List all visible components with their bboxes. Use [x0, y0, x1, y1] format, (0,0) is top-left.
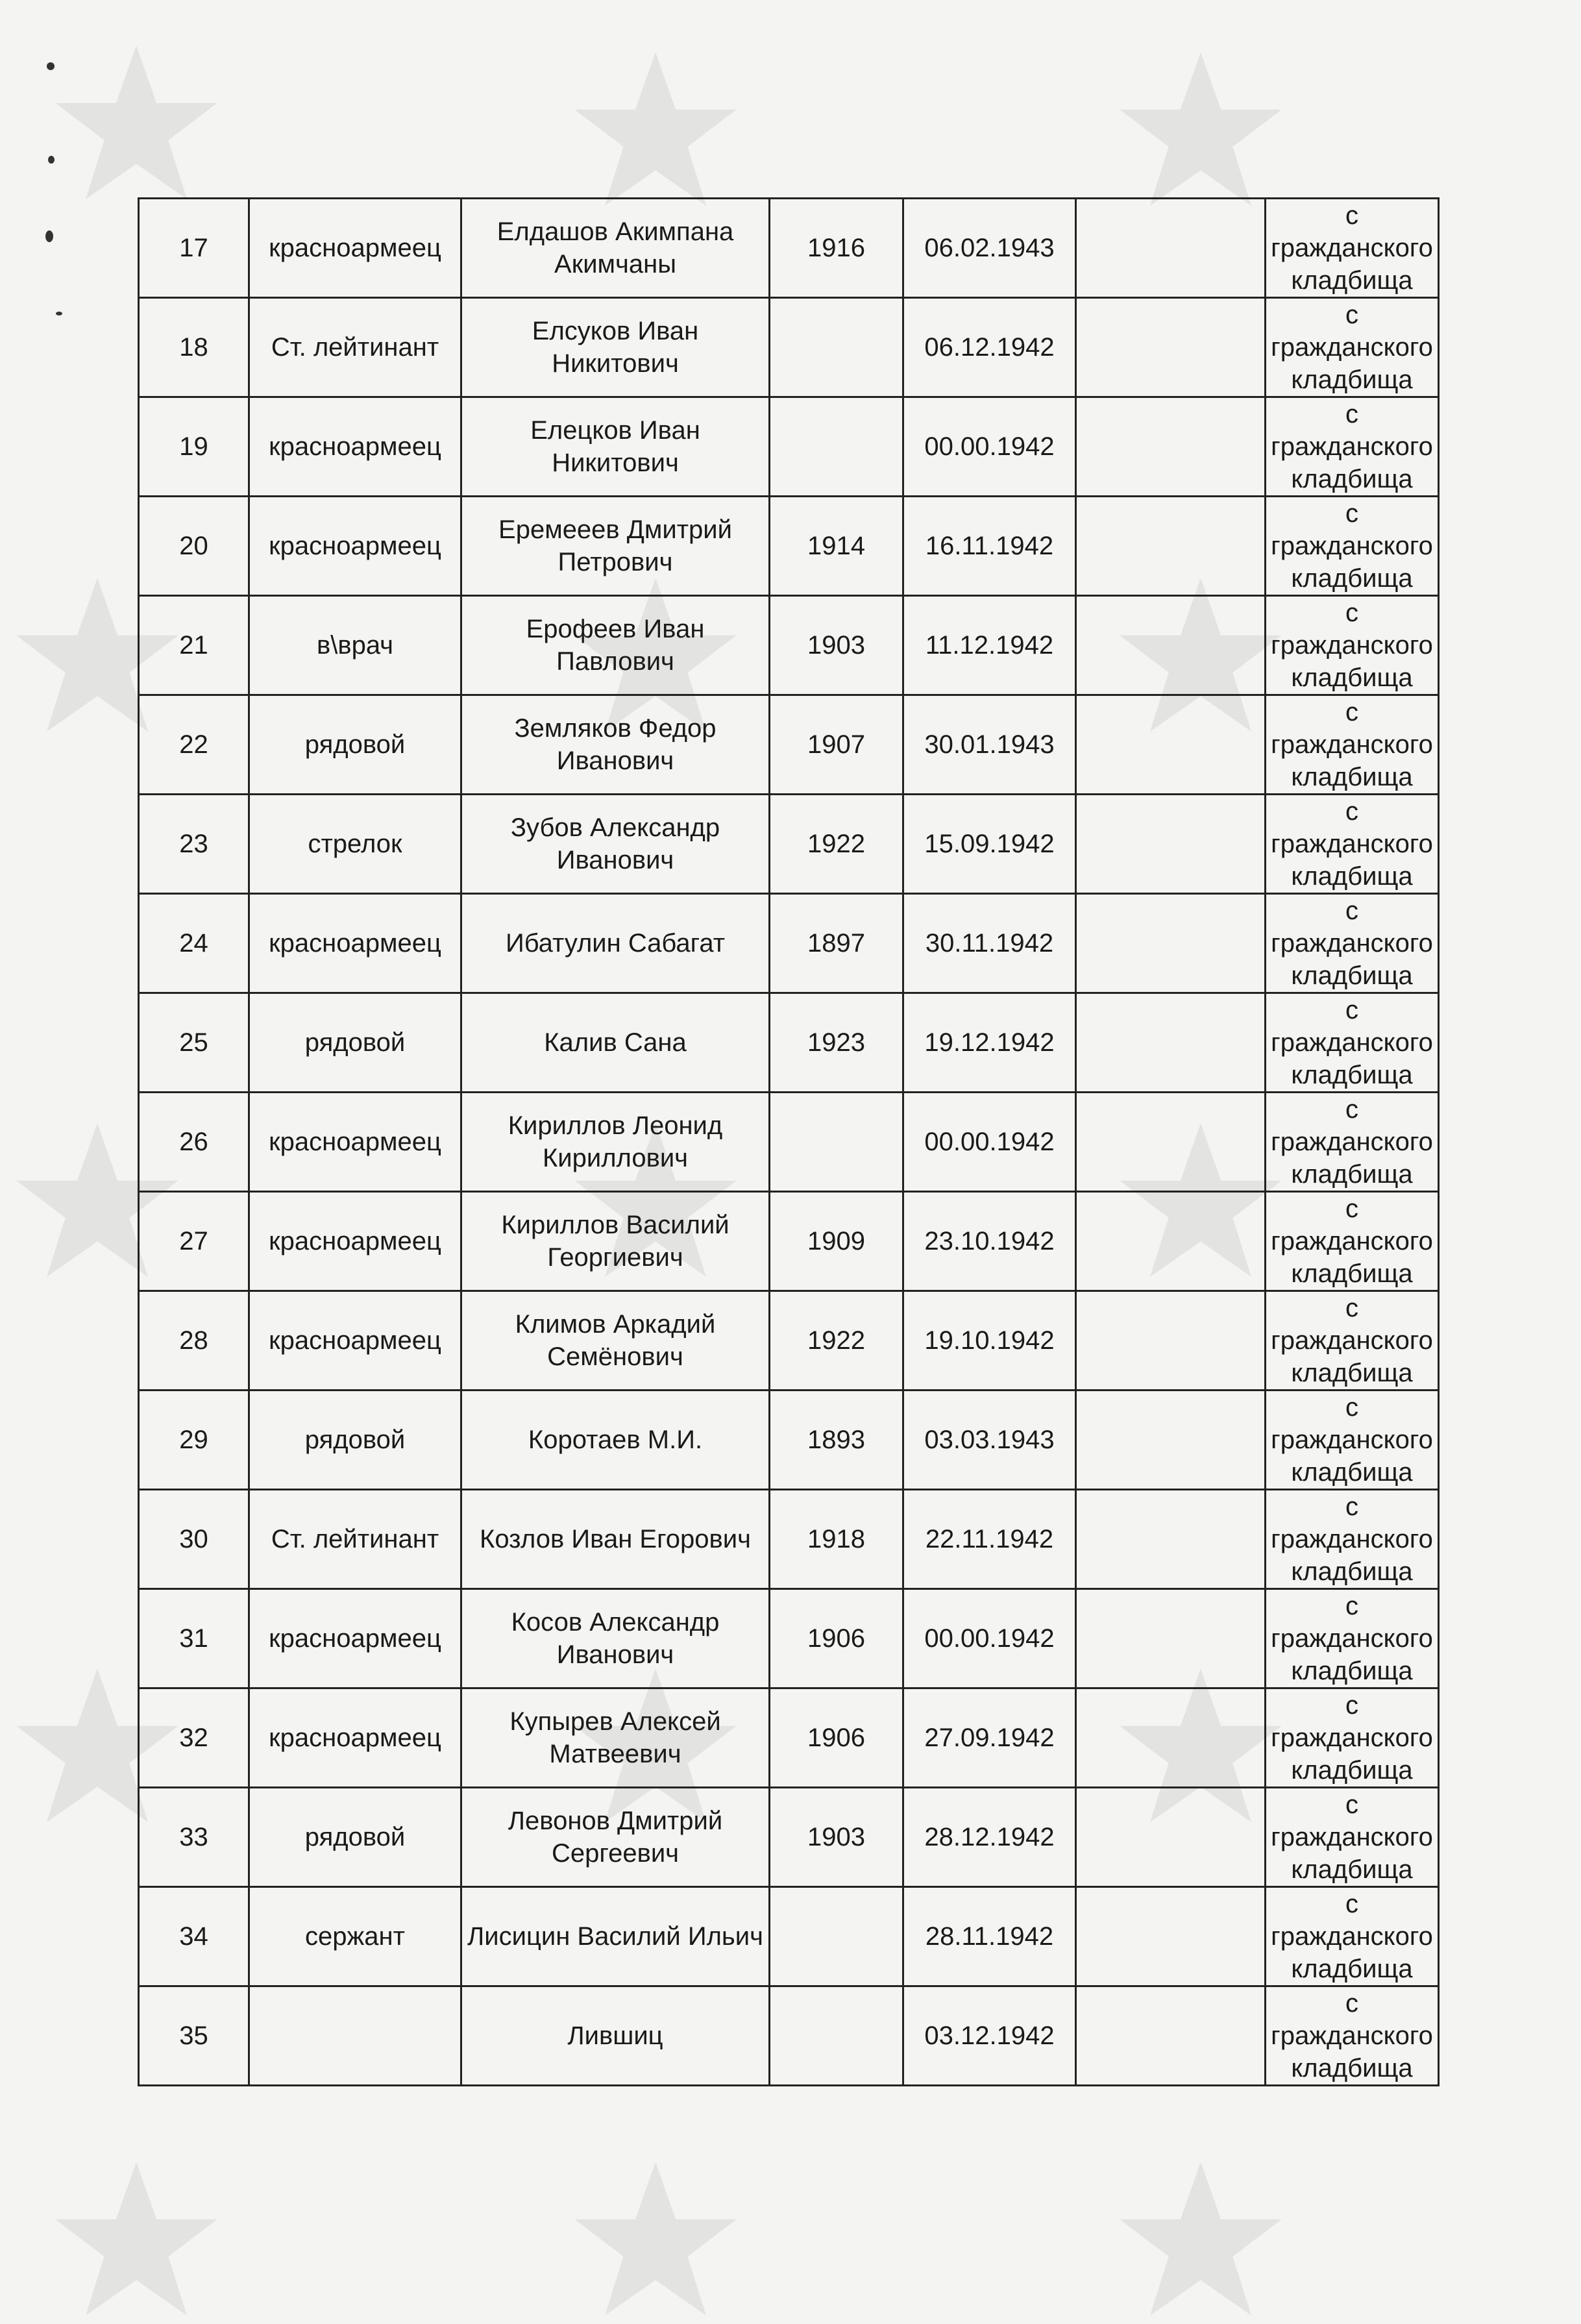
name-cell: Лисицин Василий Ильич [461, 1887, 770, 1986]
row-number-cell: 20 [139, 497, 249, 596]
birth-year-cell: 1907 [770, 695, 903, 795]
note-cell [1076, 1192, 1266, 1291]
name-cell: Елдашов Акимпана Акимчаны [461, 199, 770, 298]
row-number-cell: 33 [139, 1788, 249, 1887]
reburial-source-cell: с гражданского кладбища [1266, 1391, 1439, 1490]
row-number-cell: 35 [139, 1986, 249, 2086]
table-row [139, 199, 1439, 298]
rank-cell: красноармеец [249, 1589, 461, 1688]
name-cell: Зубов Александр Иванович [461, 795, 770, 894]
row-number-cell: 18 [139, 298, 249, 397]
row-number-cell: 17 [139, 199, 249, 298]
star-watermark-icon [1116, 45, 1285, 214]
scan-speck [45, 230, 53, 242]
table-row [139, 1887, 1439, 1986]
note-cell [1076, 1291, 1266, 1391]
row-number-cell: 26 [139, 1093, 249, 1192]
reburial-source-cell: с гражданского кладбища [1266, 596, 1439, 695]
death-date-cell: 06.12.1942 [903, 298, 1076, 397]
star-watermark-icon [52, 2155, 221, 2324]
birth-year-cell: 1906 [770, 1589, 903, 1688]
table-row [139, 1490, 1439, 1589]
reburial-source-cell: с гражданского кладбища [1266, 298, 1439, 397]
death-date-cell: 00.00.1942 [903, 1093, 1076, 1192]
birth-year-cell: 1909 [770, 1192, 903, 1291]
rank-cell: красноармеец [249, 1688, 461, 1788]
table-row [139, 795, 1439, 894]
name-cell: Земляков Федор Иванович [461, 695, 770, 795]
rank-cell: рядовой [249, 1391, 461, 1490]
name-cell: Ибатулин Сабагат [461, 894, 770, 993]
birth-year-cell: 1893 [770, 1391, 903, 1490]
death-date-cell: 30.11.1942 [903, 894, 1076, 993]
death-date-cell: 03.03.1943 [903, 1391, 1076, 1490]
records-body [139, 199, 1439, 2086]
star-watermark-icon [52, 39, 221, 208]
death-date-cell: 27.09.1942 [903, 1688, 1076, 1788]
death-date-cell: 30.01.1943 [903, 695, 1076, 795]
rank-cell: рядовой [249, 1788, 461, 1887]
death-date-cell: 00.00.1942 [903, 397, 1076, 497]
reburial-source-cell: с гражданского кладбища [1266, 695, 1439, 795]
note-cell [1076, 993, 1266, 1093]
row-number-cell: 30 [139, 1490, 249, 1589]
birth-year-cell: 1897 [770, 894, 903, 993]
rank-cell: рядовой [249, 993, 461, 1093]
death-date-cell: 15.09.1942 [903, 795, 1076, 894]
table-row [139, 993, 1439, 1093]
star-watermark-icon [571, 45, 740, 214]
row-number-cell: 19 [139, 397, 249, 497]
note-cell [1076, 397, 1266, 497]
rank-cell: красноармеец [249, 199, 461, 298]
birth-year-cell [770, 1986, 903, 2086]
rank-cell: Ст. лейтинант [249, 298, 461, 397]
scan-speck [48, 156, 55, 164]
reburial-source-cell: с гражданского кладбища [1266, 1291, 1439, 1391]
name-cell: Калив Сана [461, 993, 770, 1093]
table-row [139, 1291, 1439, 1391]
note-cell [1076, 695, 1266, 795]
table-row [139, 1093, 1439, 1192]
rank-cell [249, 1986, 461, 2086]
table-row [139, 894, 1439, 993]
table-row [139, 1986, 1439, 2086]
rank-cell: красноармеец [249, 1291, 461, 1391]
note-cell [1076, 1986, 1266, 2086]
row-number-cell: 24 [139, 894, 249, 993]
note-cell [1076, 1688, 1266, 1788]
reburial-source-cell: с гражданского кладбища [1266, 1688, 1439, 1788]
name-cell: Коротаев М.И. [461, 1391, 770, 1490]
reburial-source-cell: с гражданского кладбища [1266, 1887, 1439, 1986]
death-date-cell: 19.12.1942 [903, 993, 1076, 1093]
birth-year-cell [770, 298, 903, 397]
birth-year-cell: 1922 [770, 1291, 903, 1391]
birth-year-cell: 1922 [770, 795, 903, 894]
row-number-cell: 34 [139, 1887, 249, 1986]
table-row [139, 596, 1439, 695]
note-cell [1076, 1391, 1266, 1490]
table-row [139, 1788, 1439, 1887]
death-date-cell: 22.11.1942 [903, 1490, 1076, 1589]
note-cell [1076, 199, 1266, 298]
reburial-source-cell: с гражданского кладбища [1266, 397, 1439, 497]
row-number-cell: 27 [139, 1192, 249, 1291]
birth-year-cell [770, 1887, 903, 1986]
rank-cell: рядовой [249, 695, 461, 795]
reburial-source-cell: с гражданского кладбища [1266, 1589, 1439, 1688]
name-cell: Елецков Иван Никитович [461, 397, 770, 497]
reburial-source-cell: с гражданского кладбища [1266, 199, 1439, 298]
row-number-cell: 31 [139, 1589, 249, 1688]
rank-cell: красноармеец [249, 894, 461, 993]
scan-speck [56, 312, 62, 315]
reburial-source-cell: с гражданского кладбища [1266, 1192, 1439, 1291]
name-cell: Елсуков Иван Никитович [461, 298, 770, 397]
name-cell: Кириллов Леонид Кириллович [461, 1093, 770, 1192]
star-watermark-icon [571, 2155, 740, 2324]
death-date-cell: 19.10.1942 [903, 1291, 1076, 1391]
death-date-cell: 16.11.1942 [903, 497, 1076, 596]
note-cell [1076, 894, 1266, 993]
name-cell: Косов Александр Иванович [461, 1589, 770, 1688]
reburial-source-cell: с гражданского кладбища [1266, 894, 1439, 993]
note-cell [1076, 1093, 1266, 1192]
note-cell [1076, 497, 1266, 596]
scan-speck [47, 62, 55, 70]
death-date-cell: 28.12.1942 [903, 1788, 1076, 1887]
birth-year-cell: 1903 [770, 1788, 903, 1887]
death-date-cell: 06.02.1943 [903, 199, 1076, 298]
note-cell [1076, 596, 1266, 695]
death-date-cell: 23.10.1942 [903, 1192, 1076, 1291]
table-row [139, 1589, 1439, 1688]
note-cell [1076, 1490, 1266, 1589]
row-number-cell: 29 [139, 1391, 249, 1490]
table-row [139, 1391, 1439, 1490]
star-watermark-icon [1116, 2155, 1285, 2324]
table-row [139, 1192, 1439, 1291]
birth-year-cell: 1918 [770, 1490, 903, 1589]
row-number-cell: 28 [139, 1291, 249, 1391]
birth-year-cell [770, 1093, 903, 1192]
note-cell [1076, 795, 1266, 894]
reburial-source-cell: с гражданского кладбища [1266, 1788, 1439, 1887]
name-cell: Левонов Дмитрий Сергеевич [461, 1788, 770, 1887]
name-cell: Еремееев Дмитрий Петрович [461, 497, 770, 596]
row-number-cell: 23 [139, 795, 249, 894]
rank-cell: стрелок [249, 795, 461, 894]
death-date-cell: 00.00.1942 [903, 1589, 1076, 1688]
rank-cell: красноармеец [249, 1192, 461, 1291]
row-number-cell: 25 [139, 993, 249, 1093]
reburial-source-cell: с гражданского кладбища [1266, 1986, 1439, 2086]
name-cell: Климов Аркадий Семёнович [461, 1291, 770, 1391]
birth-year-cell: 1903 [770, 596, 903, 695]
table-row [139, 298, 1439, 397]
name-cell: Кириллов Василий Георгиевич [461, 1192, 770, 1291]
death-date-cell: 11.12.1942 [903, 596, 1076, 695]
name-cell: Лившиц [461, 1986, 770, 2086]
death-date-cell: 28.11.1942 [903, 1887, 1076, 1986]
rank-cell: Ст. лейтинант [249, 1490, 461, 1589]
table-row [139, 397, 1439, 497]
rank-cell: красноармеец [249, 1093, 461, 1192]
death-date-cell: 03.12.1942 [903, 1986, 1076, 2086]
birth-year-cell: 1906 [770, 1688, 903, 1788]
reburial-source-cell: с гражданского кладбища [1266, 993, 1439, 1093]
note-cell [1076, 298, 1266, 397]
row-number-cell: 22 [139, 695, 249, 795]
note-cell [1076, 1589, 1266, 1688]
birth-year-cell: 1923 [770, 993, 903, 1093]
rank-cell: сержант [249, 1887, 461, 1986]
reburial-source-cell: с гражданского кладбища [1266, 795, 1439, 894]
name-cell: Купырев Алексей Матвеевич [461, 1688, 770, 1788]
reburial-source-cell: с гражданского кладбища [1266, 1093, 1439, 1192]
note-cell [1076, 1788, 1266, 1887]
birth-year-cell: 1916 [770, 199, 903, 298]
name-cell: Козлов Иван Егорович [461, 1490, 770, 1589]
rank-cell: в\врач [249, 596, 461, 695]
table-row [139, 695, 1439, 795]
reburial-source-cell: с гражданского кладбища [1266, 497, 1439, 596]
birth-year-cell [770, 397, 903, 497]
note-cell [1076, 1887, 1266, 1986]
row-number-cell: 32 [139, 1688, 249, 1788]
birth-year-cell: 1914 [770, 497, 903, 596]
name-cell: Ерофеев Иван Павлович [461, 596, 770, 695]
row-number-cell: 21 [139, 596, 249, 695]
rank-cell: красноармеец [249, 397, 461, 497]
reburial-source-cell: с гражданского кладбища [1266, 1490, 1439, 1589]
table-row [139, 497, 1439, 596]
rank-cell: красноармеец [249, 497, 461, 596]
table-row [139, 1688, 1439, 1788]
burial-records-table [138, 197, 1440, 2086]
